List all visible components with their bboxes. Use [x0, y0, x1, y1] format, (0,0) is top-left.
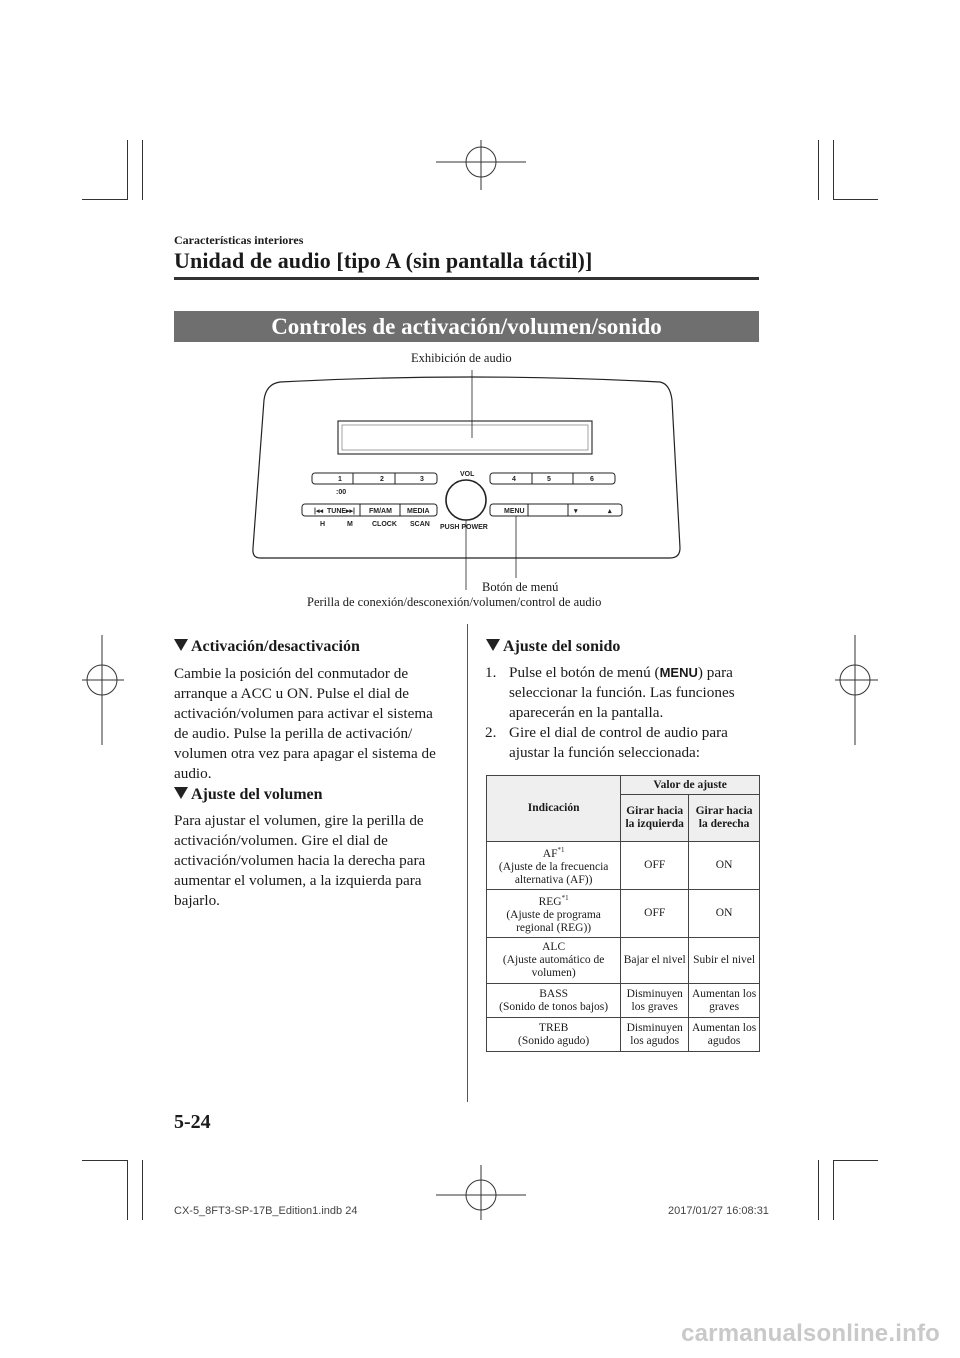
media-label: MEDIA: [407, 508, 430, 515]
footer-stamp: 2017/01/27 16:08:31: [668, 1205, 769, 1217]
registration-mark-left: [82, 635, 142, 745]
caption-knob: Perilla de conexión/desconexión/volumen/control de audio: [307, 595, 602, 609]
svg-text:▸▸|: ▸▸|: [346, 508, 355, 515]
preset-2: 2: [380, 476, 384, 483]
scan-label: SCAN: [410, 521, 430, 528]
triangle-icon: [174, 639, 188, 651]
page-title: Unidad de audio [tipo A (sin pantalla táctil)]: [174, 248, 593, 273]
heading-activacion: Activación/desactivación: [174, 638, 360, 656]
registration-mark-bottom: [436, 1160, 526, 1220]
push-power-label: PUSH POWER: [440, 524, 488, 531]
svg-text:▴: ▴: [608, 508, 612, 515]
tune-label: TUNE: [327, 508, 347, 515]
section-banner: Controles de activación/volumen/sonido: [174, 311, 759, 342]
h-label: H: [320, 521, 326, 528]
caption-menu-button: Botón de menú: [482, 580, 559, 594]
th-valor: Valor de ajuste: [621, 776, 760, 795]
preset-6: 6: [590, 476, 594, 483]
th-right: Girar hacia la derecha: [689, 795, 760, 842]
menu-key: MENU: [659, 665, 698, 680]
volume-knob: [446, 480, 486, 520]
preset-3: 3: [420, 476, 424, 483]
table-row: AF$^{*1}$ (Ajuste de la frecuencia alternativa (AF)) OFF ON: [487, 842, 760, 890]
audio-display: [338, 421, 592, 454]
registration-mark-right: [830, 635, 890, 745]
watermark: carmanualsonline.info: [681, 1320, 940, 1347]
fmam-label: FM/AM: [369, 508, 392, 515]
step-1: 1. Pulse el botón de menú (MENU) para seleccionar la función. Las funciones aparecerán en la pantalla.: [485, 664, 735, 721]
text-volumen: Para ajustar el volumen, gire la perilla de activación/volumen. Gire el dial de activación/volumen hacia la derecha para aumentar el volumen, a la izquierda para bajarlo.: [174, 812, 426, 909]
svg-text:|◂◂: |◂◂: [314, 508, 323, 515]
th-indicacion: Indicación: [487, 776, 621, 842]
footer-file: CX-5_8FT3-SP-17B_Edition1.indb 24: [174, 1205, 358, 1217]
triangle-icon: [174, 787, 188, 799]
menu-label: MENU: [504, 508, 525, 515]
svg-text:▾: ▾: [574, 508, 578, 515]
table-row: REG$^{*1}$ (Ajuste de programa regional (REG)) OFF ON: [487, 890, 760, 938]
table-row: BASS (Sonido de tonos bajos) Disminuyen los graves Aumentan los graves: [487, 984, 760, 1018]
section-label: Características interiores: [174, 233, 304, 247]
clock-text: CLOCK: [372, 521, 397, 528]
preset-4: 4: [512, 476, 516, 483]
steps-list: [485, 663, 765, 763]
preset-1: 1: [338, 476, 342, 483]
title-rule: [174, 277, 759, 280]
column-divider: [467, 624, 468, 1102]
clock-label: :00: [336, 489, 347, 496]
table-row: TREB (Sonido agudo) Disminuyen los agudos Aumentan los agudos: [487, 1018, 760, 1052]
step-2: 2. Gire el dial de control de audio para ajustar la función seleccionada:: [485, 724, 728, 761]
triangle-icon: [486, 639, 500, 651]
table-row: ALC (Ajuste automático de volumen) Bajar el nivel Subir el nivel: [487, 938, 760, 984]
heading-sonido: Ajuste del sonido: [486, 638, 620, 656]
page-number: 5-24: [174, 1111, 211, 1133]
th-left: Girar hacia la izquierda: [621, 795, 689, 842]
vol-label: VOL: [460, 471, 475, 478]
registration-mark-top: [436, 140, 526, 200]
preset-5: 5: [547, 476, 551, 483]
m-label: M: [347, 521, 353, 528]
settings-table: [486, 775, 760, 1052]
text-activacion: Cambie la posición del conmutador de arranque a ACC u ON. Pulse el dial de activación/volumen para activar el sistema de audio. Pulse la perilla de activación/ volumen otra vez para apagar el sistema de audio.: [174, 665, 436, 782]
audio-unit-figure: [250, 370, 690, 590]
heading-volumen: Ajuste del volumen: [174, 786, 323, 804]
caption-display: Exhibición de audio: [411, 351, 512, 365]
